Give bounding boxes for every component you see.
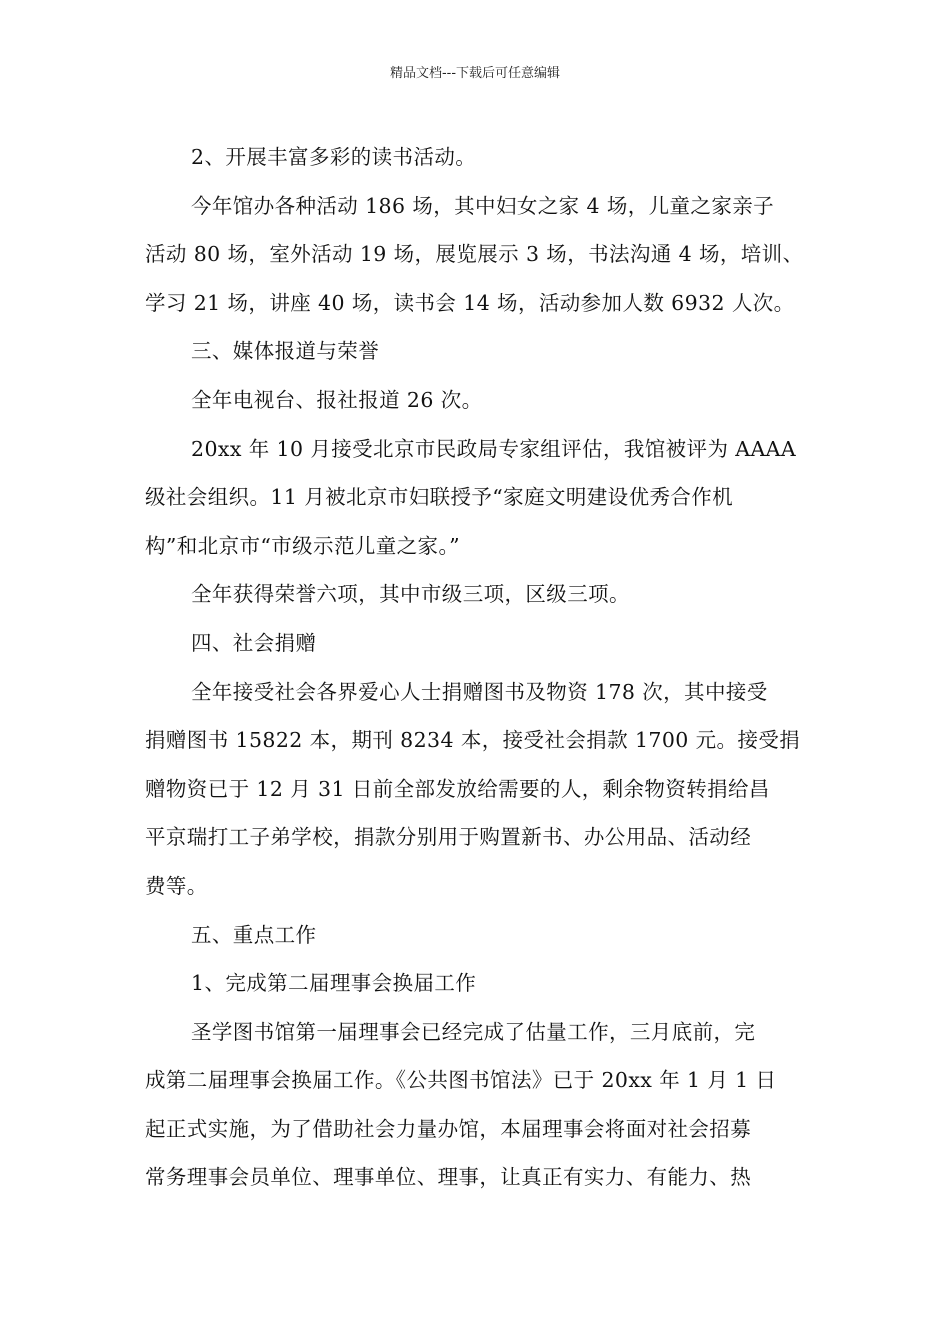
text-line: 四、社会捐赠 bbox=[191, 630, 317, 655]
text-line: 今年馆办各种活动 186 场，其中妇女之家 4 场，儿童之家亲子 bbox=[191, 193, 775, 218]
text-line: 20xx 年 10 月接受北京市民政局专家组评估，我馆被评为 AAAA bbox=[191, 436, 797, 461]
paragraph bbox=[145, 182, 807, 328]
text-line: 起正式实施，为了借助社会力量办馆，本届理事会将面对社会招募 bbox=[145, 1116, 752, 1141]
document-body bbox=[145, 133, 807, 1202]
paragraph bbox=[145, 1008, 807, 1202]
paragraph bbox=[145, 668, 807, 911]
text-line: 赠物资已于 12 月 31 日前全部发放给需要的人，剩余物资转捐给昌 bbox=[145, 776, 770, 801]
text-line: 费等。 bbox=[145, 873, 208, 898]
text-line: 平京瑞打工子弟学校，捐款分别用于购置新书、办公用品、活动经 bbox=[145, 825, 752, 850]
text-line: 成第二届理事会换届工作。《公共图书馆法》已于 20xx 年 1 月 1 日 bbox=[145, 1068, 777, 1093]
text-line: 全年获得荣誉六项，其中市级三项，区级三项。 bbox=[191, 582, 630, 607]
paragraph bbox=[145, 425, 807, 571]
paragraph bbox=[145, 376, 807, 425]
text-line: 捐赠图书 15822 本，期刊 8234 本，接受社会捐款 1700 元。接受捐 bbox=[145, 728, 801, 753]
text-line: 级社会组织。11 月被北京市妇联授予“家庭文明建设优秀合作机 bbox=[145, 485, 734, 510]
section-heading bbox=[145, 911, 807, 960]
section-heading bbox=[145, 619, 807, 668]
text-line: 常务理事会员单位、理事单位、理事，让真正有实力、有能力、热 bbox=[145, 1165, 752, 1190]
text-line: 圣学图书馆第一届理事会已经完成了估量工作，三月底前，完 bbox=[191, 1019, 756, 1044]
text-line: 学习 21 场，讲座 40 场，读书会 14 场，活动参加人数 6932 人次。 bbox=[145, 290, 795, 315]
paragraph bbox=[145, 570, 807, 619]
section-heading bbox=[145, 327, 807, 376]
text-line: 全年接受社会各界爱心人士捐赠图书及物资 178 次，其中接受 bbox=[191, 679, 768, 704]
page-header: 精品文档---下载后可任意编辑 bbox=[389, 66, 561, 81]
text-line: 2、开展丰富多彩的读书活动。 bbox=[191, 145, 477, 169]
text-line: 活动 80 场，室外活动 19 场，展览展示 3 场，书法沟通 4 场，培训、 bbox=[145, 242, 804, 267]
subsection-heading bbox=[145, 959, 807, 1008]
text-line: 全年电视台、报社报道 26 次。 bbox=[191, 387, 483, 412]
text-line: 构”和北京市“市级示范儿童之家。” bbox=[145, 533, 460, 558]
text-line: 1、完成第二届理事会换届工作 bbox=[191, 971, 477, 996]
text-line: 五、重点工作 bbox=[191, 922, 317, 947]
paragraph bbox=[145, 133, 807, 182]
text-line: 三、媒体报道与荣誉 bbox=[191, 339, 380, 364]
